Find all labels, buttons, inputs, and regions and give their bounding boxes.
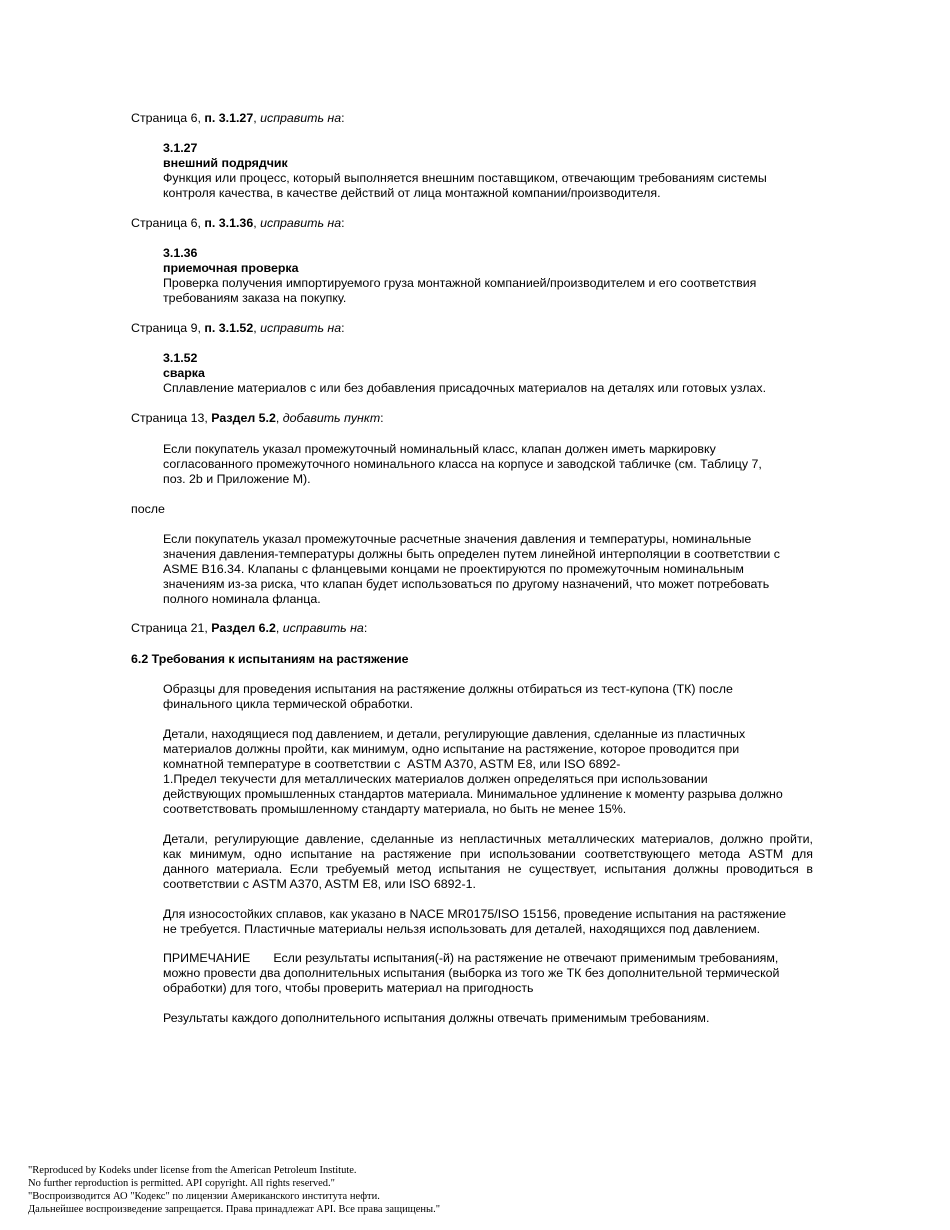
paragraph-line: Образцы для проведения испытания на растяжение должны отбираться из тест-купона (ТК) после xyxy=(163,682,733,696)
paragraph-line: комнатной температуре в соответствии с ASTM A370, ASTM E8, или ISO 6892- xyxy=(163,757,621,771)
term-definition: контроля качества, в качестве действий от лица монтажной компании/производителя. xyxy=(163,186,661,200)
after-word: после xyxy=(131,502,165,516)
change-instruction xyxy=(131,111,345,126)
separator: , xyxy=(275,411,283,425)
copyright-line: No further reproduction is permitted. API copyright. All rights reserved." xyxy=(28,1178,335,1189)
paragraph-line: 1.Предел текучести для металлических материалов должен определяться при использовании xyxy=(163,772,708,786)
paragraph-line: соответствовать промышленному стандарту материала, но быть не менее 15%. xyxy=(163,802,627,816)
separator: , xyxy=(253,111,261,125)
page-ref: Страница 9, xyxy=(131,321,205,335)
term-name: приемочная проверка xyxy=(163,261,299,275)
term-number: 3.1.52 xyxy=(163,351,198,365)
paragraph-line: Результаты каждого дополнительного испытания должны отвечать применимым требованиям. xyxy=(163,1011,710,1025)
paragraph-line: действующих промышленных стандартов материала. Минимальное удлинение к моменту разрыва должно xyxy=(163,787,783,801)
paragraph-line: Если покупатель указал промежуточные расчетные значения давления и температуры, номинальные xyxy=(163,532,752,546)
separator: , xyxy=(253,216,261,230)
copyright-notice xyxy=(28,1164,548,1216)
paragraph-line: соответствии с ASTM A370, ASTM E8, или ISO 6892-1. xyxy=(163,877,476,891)
colon: : xyxy=(363,621,368,635)
term-name: внешний подрядчик xyxy=(163,156,288,170)
paragraph-line: полного номинала фланца. xyxy=(163,592,321,606)
separator: , xyxy=(253,321,261,335)
page-ref: Страница 13, xyxy=(131,411,212,425)
change-instruction xyxy=(131,621,367,636)
page-ref: Страница 6, xyxy=(131,111,205,125)
colon: : xyxy=(341,216,345,230)
item-ref: Раздел 5.2 xyxy=(211,411,276,425)
term-number: 3.1.36 xyxy=(163,246,198,260)
paragraph-line: не требуется. Пластичные материалы нельзя использовать для деталей, находящихся под давлением. xyxy=(163,922,761,936)
change-instruction xyxy=(131,321,345,336)
term-number: 3.1.27 xyxy=(163,141,198,155)
term-name: сварка xyxy=(163,366,205,380)
note-line: можно провести два дополнительных испытания (выборка из того же ТК без дополнительной термической xyxy=(163,966,780,980)
paragraph-line: поз. 2b и Приложение M). xyxy=(163,472,311,486)
item-ref: п. 3.1.27 xyxy=(204,111,254,125)
copyright-line: "Воспроизводится АО "Кодекс" по лицензии Американского института нефти. xyxy=(28,1191,380,1202)
paragraph-line: Если покупатель указал промежуточный номинальный класс, клапан должен иметь маркировку xyxy=(163,442,716,456)
item-ref: Раздел 6.2 xyxy=(211,621,276,635)
separator: , xyxy=(275,621,283,635)
paragraph-line: Для износостойких сплавов, как указано в NACE MR0175/ISO 15156, проведение испытания на растяжение xyxy=(163,907,787,921)
colon: : xyxy=(380,411,384,425)
action-text: исправить на xyxy=(260,111,342,125)
paragraph-line: значениям из-за риска, что клапан будет использоваться по другому назначений, что может потребовать xyxy=(163,577,770,591)
note-line xyxy=(163,951,778,966)
term-definition: требованиям заказа на покупку. xyxy=(163,291,347,305)
term-definition: Сплавление материалов с или без добавления присадочных материалов на деталях или готовых узлах. xyxy=(163,381,767,395)
term-definition: Проверка получения импортируемого груза монтажной компанией/производителем и его соответствия xyxy=(163,276,757,290)
colon: : xyxy=(341,321,345,335)
paragraph-line: согласованного промежуточного номинального класса на корпусе и заводской табличке (см. Таблицу 7, xyxy=(163,457,762,471)
change-instruction xyxy=(131,411,384,426)
action-text: добавить пункт xyxy=(282,411,381,425)
action-text: исправить на xyxy=(260,216,342,230)
action-text: исправить на xyxy=(282,621,364,635)
paragraph-line: значения давления-температуры должны быть определен путем линейной интерполяции в соответствии с xyxy=(163,547,780,561)
paragraph-line: ASME B16.34. Клапаны с фланцевыми концами не проектируются по промежуточным номинальным xyxy=(163,562,744,576)
page-ref: Страница 6, xyxy=(131,216,205,230)
note-line: обработки) для того, чтобы проверить материал на пригодность xyxy=(163,981,534,995)
paragraph-line: материалов должны пройти, как минимум, одно испытание на растяжение, которое проводится при xyxy=(163,742,740,756)
action-text: исправить на xyxy=(260,321,342,335)
colon: : xyxy=(341,111,345,125)
note-label: ПРИМЕЧАНИЕ xyxy=(163,951,251,965)
paragraph-line: данного материала. Если требуемый метод испытания не существует, испытания должны проводиться в xyxy=(163,862,813,876)
section-heading: 6.2 Требования к испытаниям на растяжение xyxy=(131,652,409,666)
paragraph-line: Детали, регулирующие давление, сделанные из непластичных металлических материалов, должно пройти, xyxy=(163,832,813,846)
change-instruction xyxy=(131,216,345,231)
item-ref: п. 3.1.36 xyxy=(204,216,254,230)
paragraph-line: Детали, находящиеся под давлением, и детали, регулирующие давления, сделанные из пластичных xyxy=(163,727,746,741)
term-definition: Функция или процесс, который выполняется внешним поставщиком, отвечающим требованиям системы xyxy=(163,171,767,185)
note-text: Если результаты испытания(-й) на растяжение не отвечают применимым требованиям, xyxy=(273,951,779,965)
paragraph-line: как минимум, одно испытание на растяжение при использовании соответствующего метода ASTM для xyxy=(163,847,813,861)
paragraph-line: финального цикла термической обработки. xyxy=(163,697,414,711)
copyright-line: "Reproduced by Kodeks under license from the American Petroleum Institute. xyxy=(28,1165,357,1176)
page-ref: Страница 21, xyxy=(131,621,212,635)
item-ref: п. 3.1.52 xyxy=(204,321,254,335)
copyright-line: Дальнейшее воспроизведение запрещается. Права принадлежат API. Все права защищены." xyxy=(28,1204,441,1215)
